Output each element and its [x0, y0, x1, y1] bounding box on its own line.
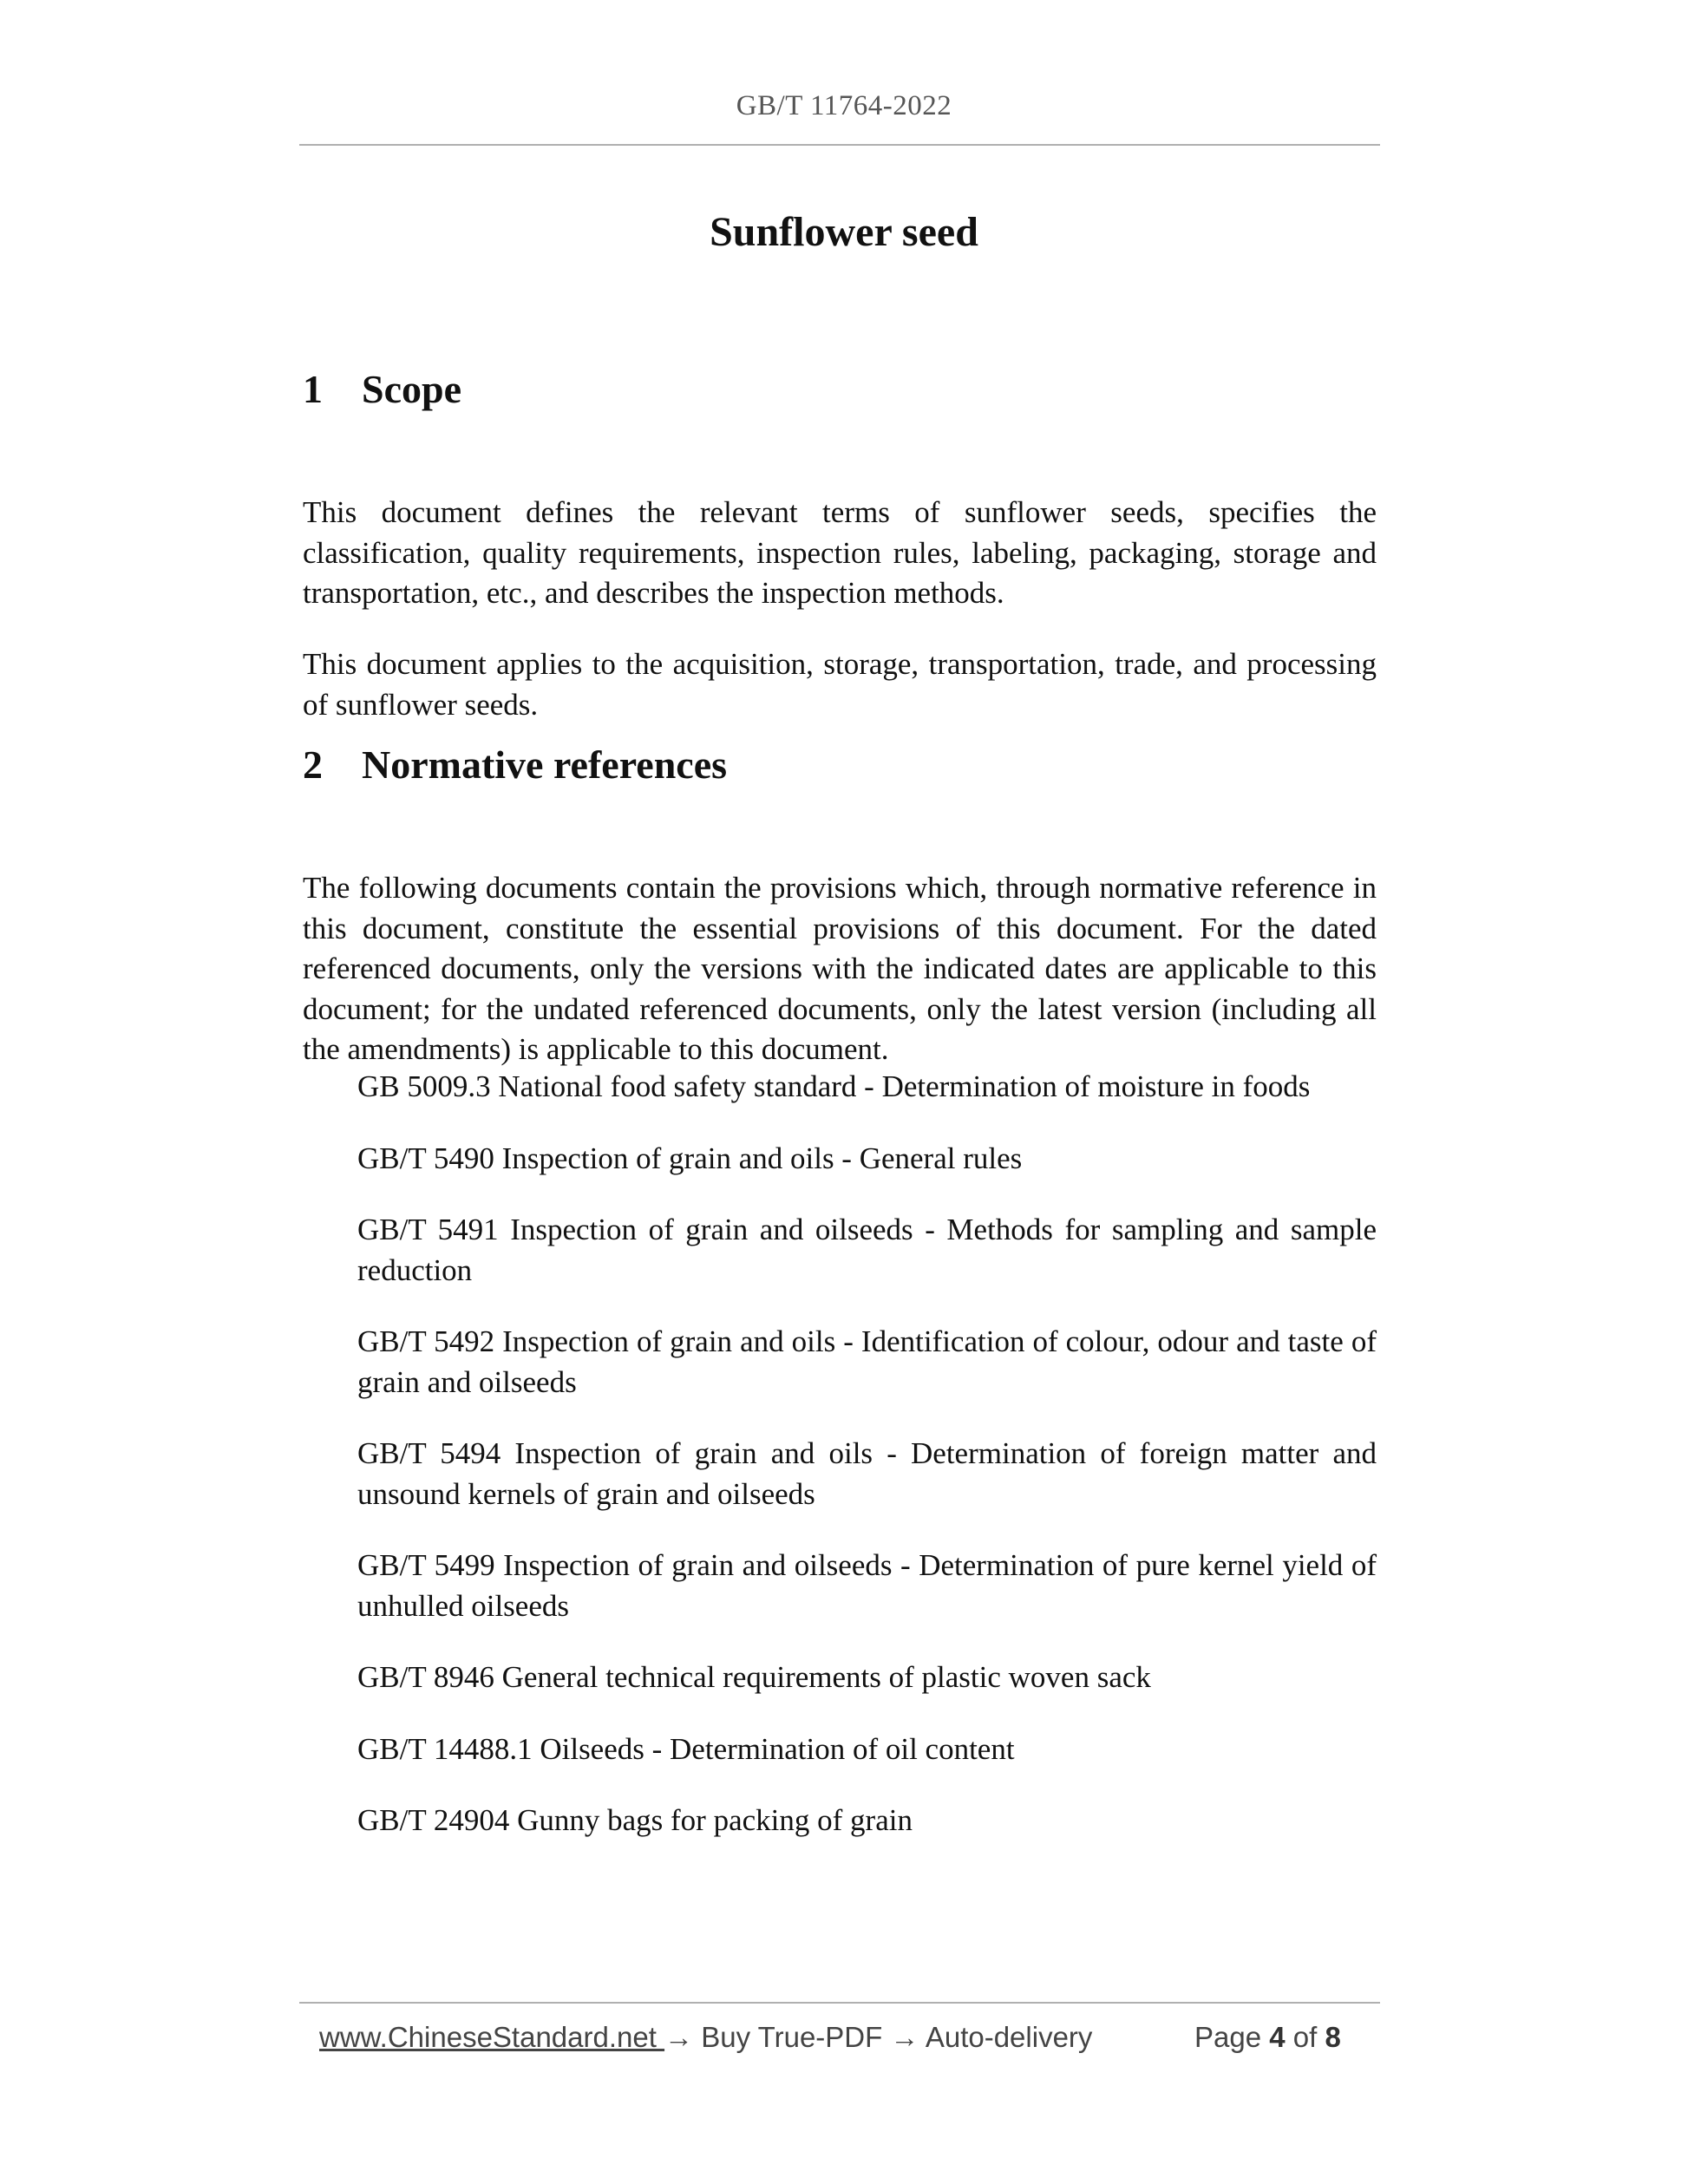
document-title: Sunflower seed: [710, 209, 978, 255]
section-number: 2: [303, 742, 323, 787]
reference-item: GB/T 24904 Gunny bags for packing of grain: [357, 1803, 913, 1837]
section-number: 1: [303, 367, 323, 411]
auto-delivery-text: Auto-delivery: [925, 2021, 1093, 2053]
of-label: of: [1292, 2021, 1318, 2053]
section-title: Scope: [362, 367, 461, 411]
reference-item: GB/T 5492 Inspection of grain and oils - Identification of colour, odour and taste of grain and oilseeds: [357, 1324, 1377, 1399]
footer-divider: [299, 2002, 1380, 2004]
total-pages-number: 8: [1325, 2021, 1341, 2053]
scope-paragraph-2: This document applies to the acquisition, storage, transportation, trade, and processing of sunflower seeds.: [303, 647, 1377, 722]
reference-item: GB/T 5491 Inspection of grain and oilseeds - Methods for sampling and sample reduction: [357, 1213, 1377, 1287]
section-heading-scope: [303, 366, 461, 412]
header-divider: [299, 144, 1380, 146]
scope-paragraph-1: This document defines the relevant terms of sunflower seeds, specifies the classification, quality requirements, inspection rules, labeling, packaging, storage and transportation, etc., and describes the inspection methods.: [303, 495, 1377, 610]
reference-list: [357, 1067, 1377, 1873]
header-standard-code: GB/T 11764-2022: [736, 90, 952, 121]
reference-item: GB 5009.3 National food safety standard - Determination of moisture in foods: [357, 1069, 1311, 1103]
reference-item: GB/T 5499 Inspection of grain and oilseeds - Determination of pure kernel yield of unhulled oilseeds: [357, 1548, 1377, 1623]
arrow-right-icon: →: [664, 2021, 694, 2053]
arrow-right-icon: →: [890, 2021, 919, 2053]
website-link[interactable]: www.ChineseStandard.net: [319, 2021, 665, 2053]
footer: [319, 2021, 1360, 2054]
page-label: Page: [1194, 2021, 1262, 2053]
current-page-number: 4: [1269, 2021, 1286, 2053]
section-title: Normative references: [362, 742, 728, 787]
section-heading-normative-references: [303, 742, 727, 788]
reference-item: GB/T 5490 Inspection of grain and oils - General rules: [357, 1141, 1023, 1175]
reference-item: GB/T 8946 General technical requirements of plastic woven sack: [357, 1660, 1151, 1694]
reference-item: GB/T 14488.1 Oilseeds - Determination of oil content: [357, 1731, 1015, 1766]
normative-references-paragraph: The following documents contain the provisions which, through normative reference in this document, constitute the essential provisions of this document. For the dated referenced documents, only the versions with the indicated dates are applicable to this document; for the undated referenced documents, only the latest version (including all the amendments) is applicable to this document.: [303, 871, 1377, 1066]
buy-true-pdf-text: Buy True-PDF: [701, 2021, 883, 2053]
reference-item: GB/T 5494 Inspection of grain and oils - Determination of foreign matter and unsound kernels of grain and oilseeds: [357, 1436, 1377, 1511]
page-indicator: [1194, 2021, 1341, 2054]
